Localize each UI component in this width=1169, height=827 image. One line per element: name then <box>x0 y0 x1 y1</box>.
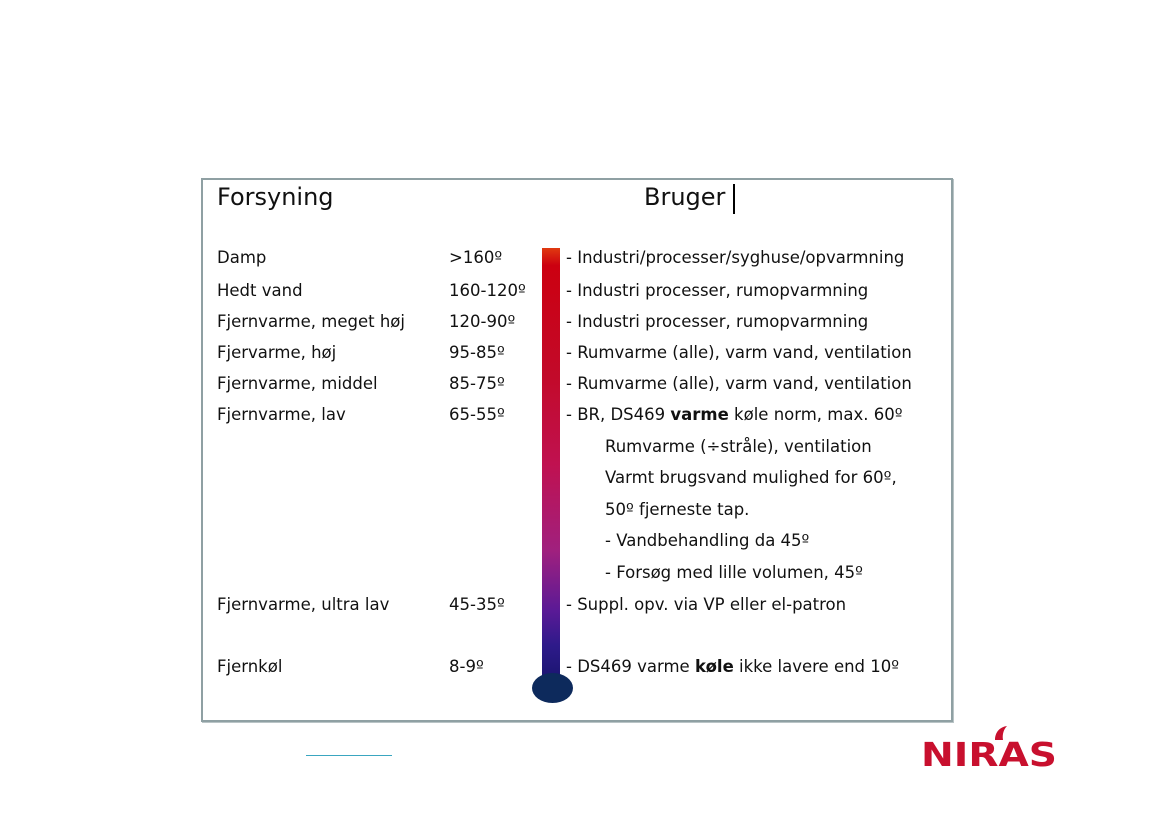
use-bold: køle <box>694 657 734 676</box>
row-use: - Industri/processer/syghuse/opvarmning <box>566 248 905 267</box>
row-use: - Rumvarme (alle), varm vand, ventilation <box>566 374 912 393</box>
thermometer-bar <box>542 248 560 680</box>
row-use: - Industri processer, rumopvarmning <box>566 281 869 300</box>
row-temp: 85-75º <box>449 374 505 393</box>
header-forsyning: Forsyning <box>217 183 334 211</box>
row-temp: 45-35º <box>449 595 505 614</box>
row-temp: >160º <box>449 248 503 267</box>
row-use <box>566 657 899 677</box>
row-use: - Suppl. opv. via VP eller el-patron <box>566 595 847 614</box>
row-use <box>566 405 903 425</box>
row-temp: 8-9º <box>449 657 484 676</box>
row-name: Fjervarme, høj <box>217 343 337 362</box>
sub-line: 50º fjerneste tap. <box>605 500 750 519</box>
row-name: Fjernvarme, lav <box>217 405 346 424</box>
row-name: Fjernvarme, meget høj <box>217 312 405 331</box>
row-temp: 65-55º <box>449 405 505 424</box>
row-name: Damp <box>217 248 267 267</box>
niras-logo <box>921 718 1057 770</box>
use-text: køle norm, max. 60º <box>728 405 903 424</box>
sub-line: - Forsøg med lille volumen, 45º <box>605 563 863 582</box>
text-cursor <box>733 184 735 214</box>
sub-line: - Vandbehandling da 45º <box>605 531 810 550</box>
footer-link-underline[interactable] <box>306 755 392 756</box>
row-name: Fjernkøl <box>217 657 283 676</box>
row-use: - Rumvarme (alle), varm vand, ventilation <box>566 343 912 362</box>
logo-text: NIRAS <box>921 735 1057 770</box>
use-text: - BR, DS469 <box>566 405 671 424</box>
header-bruger: Bruger <box>644 183 726 211</box>
row-name: Hedt vand <box>217 281 303 300</box>
sub-line: Rumvarme (÷stråle), ventilation <box>605 437 872 456</box>
row-temp: 120-90º <box>449 312 516 331</box>
row-name: Fjernvarme, middel <box>217 374 378 393</box>
row-name: Fjernvarme, ultra lav <box>217 595 390 614</box>
use-bold: varme <box>670 405 729 424</box>
row-use: - Industri processer, rumopvarmning <box>566 312 869 331</box>
use-text: - DS469 varme <box>566 657 695 676</box>
row-temp: 95-85º <box>449 343 505 362</box>
row-temp: 160-120º <box>449 281 526 300</box>
thermometer-bulb <box>532 673 573 703</box>
sub-line: Varmt brugsvand mulighed for 60º, <box>605 468 897 487</box>
use-text: ikke lavere end 10º <box>733 657 900 676</box>
